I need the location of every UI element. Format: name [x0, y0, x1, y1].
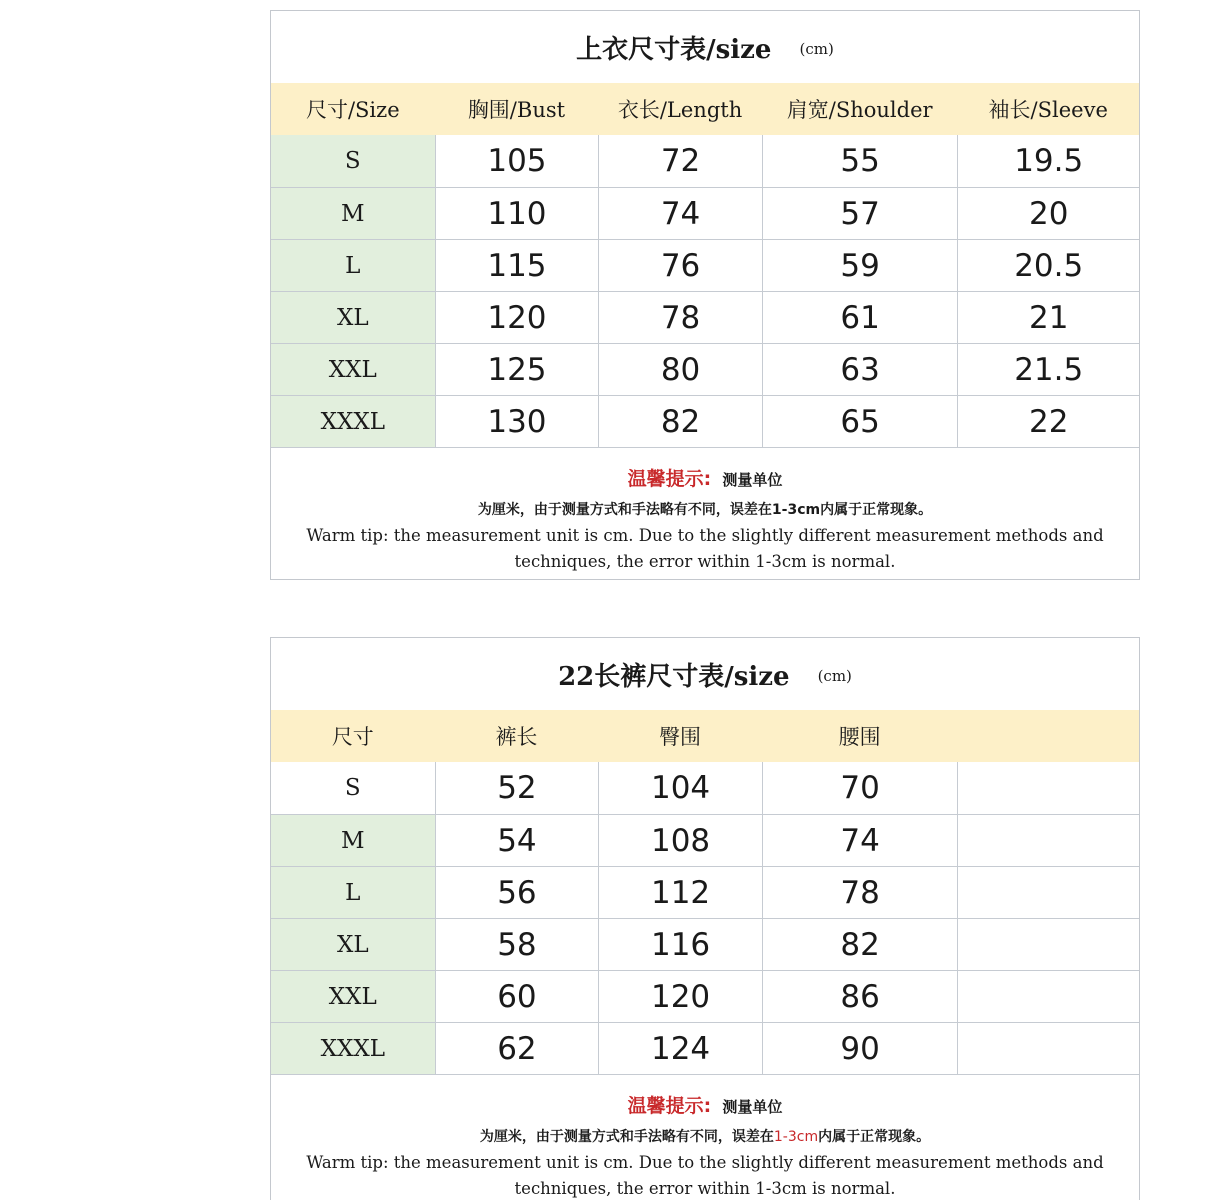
table-row: [271, 970, 1139, 1022]
note-chinese: [271, 1126, 1139, 1146]
table-row: [271, 187, 1139, 239]
waist-cell: 78: [762, 867, 958, 918]
table-row: [271, 395, 1139, 447]
size-cell: XXXL: [271, 1023, 435, 1074]
sleeve-cell: 21.5: [957, 344, 1139, 395]
length-cell: 82: [598, 396, 762, 447]
warm-tip-label: 温馨提示:: [627, 1095, 712, 1117]
top-chart-header-row: [271, 83, 1139, 135]
pant-length-cell: 60: [435, 971, 599, 1022]
shoulder-cell: 55: [762, 135, 958, 187]
pant-length-cell: 54: [435, 815, 599, 866]
top-chart-title: 上衣尺寸表/size: [576, 34, 772, 65]
sleeve-cell: 22: [957, 396, 1139, 447]
table-row: [271, 866, 1139, 918]
note-chinese-part1: 为厘米，由于测量方式和手法略有不同，误差在: [479, 1129, 774, 1145]
size-cell: XXL: [271, 344, 435, 395]
table-row: [271, 1022, 1139, 1074]
pant-length-cell: 58: [435, 919, 599, 970]
length-cell: 78: [598, 292, 762, 343]
sleeve-cell: 21: [957, 292, 1139, 343]
bust-cell: 110: [435, 188, 599, 239]
note-english: Warm tip: the measurement unit is cm. Due to the slightly different measurement methods and techniques, the error within 1-3cm is normal.: [306, 1153, 1104, 1198]
bust-cell: 125: [435, 344, 599, 395]
size-cell: S: [271, 135, 435, 187]
note-chinese-range: 1-3cm: [773, 1129, 819, 1145]
header-size: 尺寸: [331, 725, 374, 749]
top-chart-note: [271, 447, 1139, 575]
bottom-size-chart: [270, 637, 1140, 1200]
header-length: 衣长/Length: [617, 98, 743, 122]
bust-cell: 115: [435, 240, 599, 291]
sleeve-cell: 19.5: [957, 135, 1139, 187]
table-row: [271, 343, 1139, 395]
bust-cell: 130: [435, 396, 599, 447]
bottom-chart-title: 22长裤尺寸表/size: [558, 661, 790, 692]
length-cell: 80: [598, 344, 762, 395]
sleeve-cell: 20: [957, 188, 1139, 239]
empty-cell: [957, 919, 1139, 970]
bust-cell: 105: [435, 135, 599, 187]
bust-cell: 120: [435, 292, 599, 343]
hip-cell: 108: [598, 815, 762, 866]
bottom-chart-note: [271, 1074, 1139, 1202]
empty-cell: [957, 971, 1139, 1022]
pant-length-cell: 62: [435, 1023, 599, 1074]
table-row: [271, 135, 1139, 187]
note-chinese-part2: 内属于正常现象。: [818, 1129, 931, 1145]
note-english: Warm tip: the measurement unit is cm. Due to the slightly different measurement methods and techniques, the error within 1-3cm is normal.: [306, 526, 1104, 571]
pant-length-cell: 52: [435, 762, 599, 814]
top-chart-body: [271, 135, 1139, 447]
top-size-chart: [270, 10, 1140, 580]
empty-cell: [957, 867, 1139, 918]
empty-cell: [957, 815, 1139, 866]
table-row: [271, 239, 1139, 291]
top-chart-unit: (cm): [799, 40, 834, 58]
sleeve-cell: 20.5: [957, 240, 1139, 291]
measurement-unit-label: 测量单位: [722, 1098, 783, 1116]
shoulder-cell: 65: [762, 396, 958, 447]
header-pant-length: 裤长: [495, 725, 538, 749]
header-sleeve: 袖长/Sleeve: [988, 98, 1108, 122]
size-cell: XXL: [271, 971, 435, 1022]
shoulder-cell: 59: [762, 240, 958, 291]
size-cell: L: [271, 240, 435, 291]
length-cell: 72: [598, 135, 762, 187]
shoulder-cell: 61: [762, 292, 958, 343]
size-cell: S: [271, 762, 435, 814]
warm-tip-label: 温馨提示:: [627, 468, 712, 490]
waist-cell: 86: [762, 971, 958, 1022]
hip-cell: 104: [598, 762, 762, 814]
header-shoulder: 肩宽/Shoulder: [786, 98, 933, 122]
hip-cell: 120: [598, 971, 762, 1022]
bottom-chart-title-bar: [271, 638, 1139, 710]
size-cell: XL: [271, 919, 435, 970]
hip-cell: 112: [598, 867, 762, 918]
waist-cell: 90: [762, 1023, 958, 1074]
bottom-chart-body: [271, 762, 1139, 1074]
table-row: [271, 918, 1139, 970]
length-cell: 76: [598, 240, 762, 291]
bottom-chart-header-row: [271, 710, 1139, 762]
table-row: [271, 762, 1139, 814]
size-cell: XXXL: [271, 396, 435, 447]
hip-cell: 116: [598, 919, 762, 970]
bottom-chart-unit: (cm): [817, 667, 852, 685]
size-cell: L: [271, 867, 435, 918]
header-size: 尺寸/Size: [305, 98, 400, 122]
header-waist: 腰围: [838, 725, 881, 749]
size-cell: M: [271, 188, 435, 239]
pant-length-cell: 56: [435, 867, 599, 918]
size-cell: M: [271, 815, 435, 866]
empty-cell: [957, 762, 1139, 814]
note-chinese: 为厘米，由于测量方式和手法略有不同，误差在1-3cm内属于正常现象。: [477, 502, 933, 518]
header-bust: 胸围/Bust: [467, 98, 566, 122]
size-cell: XL: [271, 292, 435, 343]
shoulder-cell: 63: [762, 344, 958, 395]
measurement-unit-label: 测量单位: [722, 471, 783, 489]
table-row: [271, 291, 1139, 343]
hip-cell: 124: [598, 1023, 762, 1074]
waist-cell: 82: [762, 919, 958, 970]
empty-cell: [957, 1023, 1139, 1074]
top-chart-title-bar: [271, 11, 1139, 83]
header-hip: 臀围: [659, 725, 702, 749]
waist-cell: 70: [762, 762, 958, 814]
shoulder-cell: 57: [762, 188, 958, 239]
waist-cell: 74: [762, 815, 958, 866]
table-row: [271, 814, 1139, 866]
length-cell: 74: [598, 188, 762, 239]
